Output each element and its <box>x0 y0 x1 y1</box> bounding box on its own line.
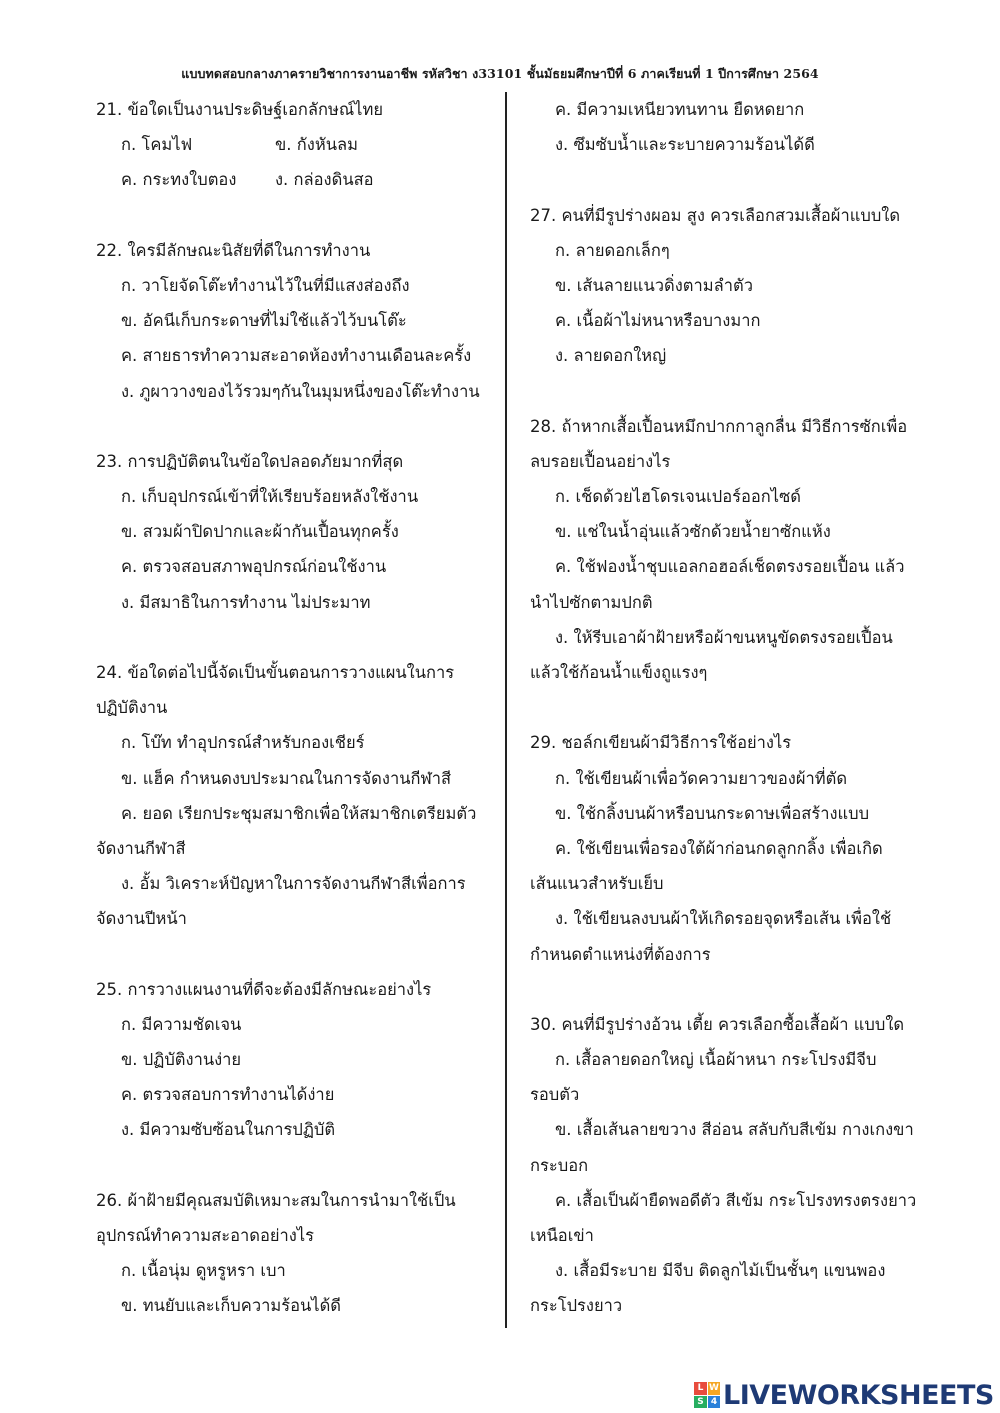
q29-option-a[interactable]: ก. ใช้เขียนผ้าเพื่อวัดความยาวของผ้าที่ตัด <box>555 768 848 788</box>
q28-option-d[interactable]: ง. ให้รีบเอาผ้าฝ้ายหรือผ้าขนหนูขัดตรงรอยเปื้อน <box>555 627 893 647</box>
q22-option-b[interactable]: ข. อัคนีเก็บกระดาษที่ไม่ใช้แล้วไว้บนโต๊ะ <box>121 311 407 331</box>
q23-option-c[interactable]: ค. ตรวจสอบสภาพอุปกรณ์ก่อนใช้งาน <box>121 557 387 577</box>
q29-option-c-cont[interactable]: เส้นแนวสำหรับเย็บ <box>530 874 664 894</box>
q30-option-c[interactable]: ค. เสื้อเป็นผ้ายืดพอดีตัว สีเข้ม กระโปรงทรงตรงยาว <box>555 1190 917 1210</box>
left-column <box>96 92 496 1324</box>
q25-option-b[interactable]: ข. ปฏิบัติงานง่าย <box>121 1050 242 1070</box>
q27-option-b[interactable]: ข. เส้นลายแนวดิ่งตามลำตัว <box>555 275 753 295</box>
q25-option-d[interactable]: ง. มีความซับซ้อนในการปฏิบัติ <box>121 1120 336 1140</box>
q29-option-b[interactable]: ข. ใช้กลิ้งบนผ้าหรือบนกระดาษเพื่อสร้างแบบ <box>555 803 870 823</box>
q22-option-a[interactable]: ก. วาโยจัดโต๊ะทำงานไว้ในที่มีแสงส่องถึง <box>121 275 410 295</box>
q30-option-b[interactable]: ข. เสื้อเส้นลายขวาง สีอ่อน สลับกับสีเข้ม กางเกงขา <box>555 1120 914 1140</box>
question-25: 25. การวางแผนงานที่ดีจะต้องมีลักษณะอย่างไร <box>96 979 432 999</box>
q26-option-c[interactable]: ค. มีความเหนียวทนทาน ยืดหดยาก <box>555 100 805 119</box>
page-header: แบบทดสอบกลางภาครายวิชาการงานอาชีพ รหัสวิชา ง33101 ชั้นมัธยมศึกษาปีที่ 6 ภาคเรียนที่ 1 ปีการศึกษา 2564 <box>181 66 819 81</box>
q21-option-d[interactable]: ง. กล่องดินสอ <box>275 170 374 190</box>
question-30: 30. คนที่มีรูปร่างอ้วน เตี้ย ควรเลือกซื้อเสื้อผ้า แบบใด <box>530 1014 905 1034</box>
q21-options-cd <box>96 162 496 197</box>
q30-option-d[interactable]: ง. เสื้อมีระบาย มีจีบ ติดลูกไม้เป็นชั้นๆ แขนพอง <box>555 1261 886 1281</box>
q29-option-d[interactable]: ง. ใช้เขียนลงบนผ้าให้เกิดรอยจุดหรือเส้น เพื่อใช้ <box>555 909 892 929</box>
q23-option-b[interactable]: ข. สวมผ้าปิดปากและผ้ากันเปื้อนทุกครั้ง <box>121 522 399 542</box>
question-24: 24. ข้อใดต่อไปนี้จัดเป็นขั้นตอนการวางแผนในการ <box>96 663 455 682</box>
q21-option-a[interactable]: ก. โคมไฟ <box>121 135 193 155</box>
question-28: 28. ถ้าหากเสื้อเปื้อนหมึกปากกาลูกลื่น มีวิธีการซักเพื่อ <box>530 416 908 436</box>
question-24-cont: ปฏิบัติงาน <box>96 698 168 718</box>
q23-option-d[interactable]: ง. มีสมาธิในการทำงาน ไม่ประมาท <box>121 592 371 612</box>
q27-option-c[interactable]: ค. เนื้อผ้าไม่หนาหรือบางมาก <box>555 311 761 331</box>
question-23: 23. การปฏิบัติตนในข้อใดปลอดภัยมากที่สุด <box>96 451 404 471</box>
q28-option-c-cont[interactable]: นำไปซักตามปกติ <box>530 592 653 612</box>
q30-option-b-cont[interactable]: กระบอก <box>530 1155 589 1175</box>
q26-option-b[interactable]: ข. ทนยับและเก็บความร้อนได้ดี <box>121 1296 342 1316</box>
q21-option-b[interactable]: ข. กังหันลม <box>275 135 358 155</box>
q23-option-a[interactable]: ก. เก็บอุปกรณ์เข้าที่ให้เรียบร้อยหลังใช้งาน <box>121 487 419 507</box>
question-29: 29. ชอล์กเขียนผ้ามีวิธีการใช้อย่างไร <box>530 733 792 753</box>
q22-option-c[interactable]: ค. สายธารทำความสะอาดห้องทำงานเดือนละครั้ง <box>121 346 472 366</box>
q26-option-d[interactable]: ง. ซึมซับน้ำและระบายความร้อนได้ดี <box>555 135 815 155</box>
q24-option-d-cont[interactable]: จัดงานปีหน้า <box>96 909 187 929</box>
q30-option-d-cont[interactable]: กระโปรงยาว <box>530 1296 623 1316</box>
q28-option-a[interactable]: ก. เช็ดด้วยไฮโดรเจนเปอร์ออกไซด์ <box>555 487 801 507</box>
q25-option-c[interactable]: ค. ตรวจสอบการทำงานได้ง่าย <box>121 1085 335 1105</box>
question-27: 27. คนที่มีรูปร่างผอม สูง ควรเลือกสวมเสื้อผ้าแบบใด <box>530 205 901 225</box>
right-column <box>530 92 930 1324</box>
liveworksheets-logo-icon: L W S 4 <box>694 1382 720 1408</box>
q28-option-c[interactable]: ค. ใช้ฟองน้ำชุบแอลกอฮอล์เช็ดตรงรอยเปื้อน แล้ว <box>555 557 905 577</box>
column-divider <box>505 92 507 1328</box>
q28-option-b[interactable]: ข. แช่ในน้ำอุ่นแล้วซักด้วยน้ำยาซักแห้ง <box>555 522 831 542</box>
q27-option-d[interactable]: ง. ลายดอกใหญ่ <box>555 346 667 366</box>
q30-option-c-cont[interactable]: เหนือเข่า <box>530 1226 594 1245</box>
q25-option-a[interactable]: ก. มีความชัดเจน <box>121 1014 242 1034</box>
liveworksheets-brand[interactable] <box>694 1378 994 1412</box>
q30-option-a[interactable]: ก. เสื้อลายดอกใหญ่ เนื้อผ้าหนา กระโปรงมีจีบ <box>555 1050 877 1070</box>
question-21: 21. ข้อใดเป็นงานประดิษฐ์เอกลักษณ์ไทย <box>96 100 384 119</box>
q29-option-d-cont[interactable]: กำหนดตำแหน่งที่ต้องการ <box>530 944 711 964</box>
question-26-cont: อุปกรณ์ทำความสะอาดอย่างไร <box>96 1226 315 1245</box>
q28-option-d-cont[interactable]: แล้วใช้ก้อนน้ำแข็งถูแรงๆ <box>530 663 708 682</box>
q21-options-ab <box>96 127 496 162</box>
q29-option-c[interactable]: ค. ใช้เขียนเพื่อรองใต้ผ้าก่อนกดลูกกลิ้ง เพื่อเกิด <box>555 838 883 858</box>
question-28-cont: ลบรอยเปื้อนอย่างไร <box>530 451 671 471</box>
question-22: 22. ใครมีลักษณะนิสัยที่ดีในการทำงาน <box>96 240 371 260</box>
q26-option-a[interactable]: ก. เนื้อนุ่ม ดูหรูหรา เบา <box>121 1261 286 1281</box>
question-26: 26. ผ้าฝ้ายมีคุณสมบัติเหมาะสมในการนำมาใช้เป็น <box>96 1190 456 1210</box>
q24-option-a[interactable]: ก. โบ๊ท ทำอุปกรณ์สำหรับกองเชียร์ <box>121 733 365 753</box>
q22-option-d[interactable]: ง. ภูผาวางของไว้รวมๆกันในมุมหนึ่งของโต๊ะทำงาน <box>121 381 480 401</box>
q21-option-c[interactable]: ค. กระทงใบตอง <box>121 170 237 190</box>
q24-option-b[interactable]: ข. แฮ็ค กำหนดงบประมาณในการจัดงานกีฬาสี <box>121 768 452 788</box>
q27-option-a[interactable]: ก. ลายดอกเล็กๆ <box>555 240 670 260</box>
q24-option-c-cont[interactable]: จัดงานกีฬาสี <box>96 838 186 858</box>
q30-option-a-cont[interactable]: รอบตัว <box>530 1085 580 1105</box>
q24-option-c[interactable]: ค. ยอด เรียกประชุมสมาชิกเพื่อให้สมาชิกเตรียมตัว <box>121 803 477 823</box>
brand-text: LIVEWORKSHEETS <box>723 1379 994 1411</box>
q24-option-d[interactable]: ง. อั้ม วิเคราะห์ปัญหาในการจัดงานกีฬาสีเพื่อการ <box>121 874 466 894</box>
